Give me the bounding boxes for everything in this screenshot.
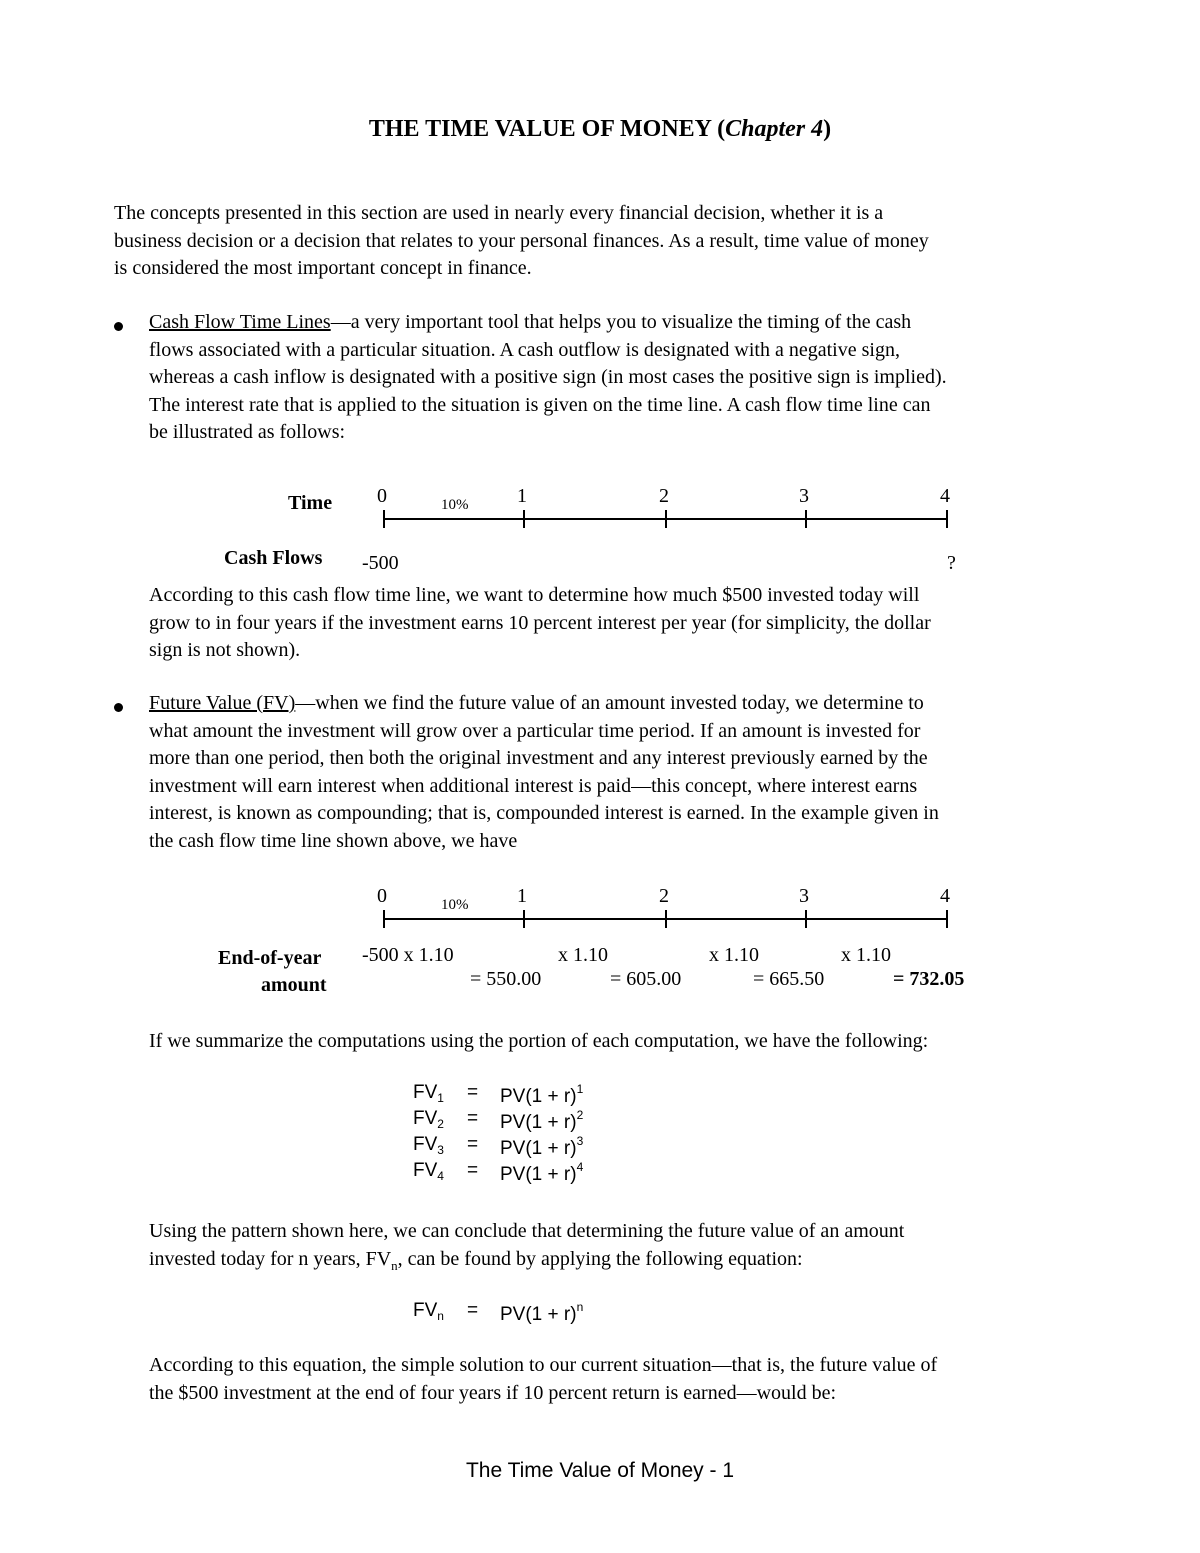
equation-subscript: n: [437, 1309, 444, 1323]
timeline-tick: [805, 910, 807, 928]
paragraph-line: According to this cash flow time line, we want to determine how much $500 invested today will: [149, 584, 920, 606]
paragraph-line: Using the pattern shown here, we can conclude that determining the future value of an amount: [149, 1220, 905, 1242]
equation-lhs: FV: [413, 1160, 438, 1181]
equation-exponent: 3: [576, 1134, 584, 1148]
paragraph-line: what amount the investment will grow over a particular time period. If an amount is invested for: [149, 719, 921, 742]
period-label: 3: [799, 485, 809, 507]
multiplier-label: x 1.10: [709, 944, 759, 966]
year-result: = 605.00: [610, 968, 682, 990]
page-footer: The Time Value of Money - 1: [465, 1459, 735, 1482]
bullet-icon: [112, 697, 126, 711]
paragraph-line: According to this equation, the simple solution to our current situation—that is, the future value of: [149, 1354, 938, 1376]
period-label: 0: [377, 885, 387, 907]
title-main: THE TIME VALUE OF MONEY (: [368, 116, 726, 142]
interest-rate-label: 10%: [441, 497, 469, 513]
timeline-tick: [383, 910, 385, 928]
period-label: 2: [659, 485, 669, 507]
equation-exponent: 1: [576, 1082, 584, 1096]
future-value-term: Future Value (FV): [149, 692, 296, 714]
amount-label: amount: [261, 974, 327, 996]
equation-rhs: PV(1 + r): [500, 1086, 577, 1107]
cash-flow-end: ?: [947, 552, 956, 574]
equation-rhs: PV(1 + r): [500, 1112, 577, 1133]
year-result: = 665.50: [753, 968, 825, 990]
multiplier-label: x 1.10: [841, 944, 891, 966]
timeline-tick: [946, 910, 948, 928]
paragraph-line: If we summarize the computations using the portion of each computation, we have the following:: [149, 1030, 929, 1052]
cash-flow-timelines-paragraph: [149, 309, 1109, 447]
equation-lhs: FV: [413, 1134, 438, 1155]
timeline-cash-flows-label: Cash Flows: [224, 547, 323, 569]
paragraph-line: —when we find the future value of an amount invested today, we determine to: [295, 692, 924, 714]
equation-row: [413, 1108, 584, 1133]
equation-lhs: FV: [413, 1082, 438, 1103]
general-equation: [413, 1300, 584, 1325]
equation-subscript: 4: [437, 1169, 444, 1183]
intro-paragraph: [114, 200, 1094, 283]
equation-rhs: PV(1 + r): [500, 1138, 577, 1159]
timeline-tick: [383, 510, 385, 528]
timeline-explanation-paragraph: [149, 582, 1109, 665]
paragraph-line: interest, is known as compounding; that is, compounded interest is earned. In the example given in: [149, 802, 939, 824]
equation-rhs: PV(1 + r): [500, 1164, 577, 1185]
equation-subscript: 1: [437, 1091, 444, 1105]
equation-row: [413, 1082, 584, 1107]
paragraph-line: investment will earn interest when additional interest is paid—this concept, where interest earns: [149, 774, 918, 797]
equals-sign: =: [467, 1082, 479, 1103]
equals-sign: =: [467, 1108, 479, 1129]
cash-flow-timelines-term: Cash Flow Time Lines: [149, 311, 331, 333]
timeline-tick: [805, 510, 807, 528]
pattern-paragraph: [149, 1218, 1109, 1279]
year-result: = 550.00: [470, 968, 542, 990]
paragraph-line: be illustrated as follows:: [149, 421, 346, 443]
interest-rate-label: 10%: [441, 897, 469, 913]
paragraph-line: flows associated with a particular situation. A cash outflow is designated with a negative sign,: [149, 338, 900, 361]
intro-line: The concepts presented in this section are used in nearly every financial decision, whether it is a: [114, 202, 884, 224]
equation-row: [413, 1134, 584, 1159]
equals-sign: =: [467, 1134, 479, 1155]
page-title: [0, 116, 1200, 143]
period-label: 4: [940, 885, 950, 907]
paragraph-line: more than one period, then both the original investment and any interest previously earned by the: [149, 747, 928, 769]
paragraph-line: grow to in four years if the investment earns 10 percent interest per year (for simplicity, the dollar: [149, 611, 931, 634]
paragraph-line: whereas a cash inflow is designated with a positive sign (in most cases the positive sign is implied).: [149, 366, 947, 388]
closing-paragraph: [149, 1352, 1109, 1407]
multiplier-label: -500 x 1.10: [362, 944, 454, 966]
equals-sign: =: [467, 1300, 479, 1321]
period-label: 4: [940, 485, 950, 507]
equation-row: [413, 1160, 584, 1185]
summary-paragraph: [149, 1028, 1109, 1056]
equation-exponent: 4: [576, 1160, 584, 1174]
paragraph-line: —a very important tool that helps you to visualize the timing of the cash: [330, 311, 912, 333]
inline-subscript: n: [391, 1257, 398, 1273]
paragraph-line: invested today for n years, FV: [149, 1247, 392, 1270]
intro-line: business decision or a decision that relates to your personal finances. As a result, time value of money: [114, 229, 929, 252]
title-close: ): [823, 116, 832, 142]
timeline-tick: [946, 510, 948, 528]
equation-lhs: FV: [413, 1300, 438, 1321]
period-label: 3: [799, 885, 809, 907]
timeline-time-label: Time: [288, 492, 333, 514]
equation-lhs: FV: [413, 1108, 438, 1129]
bullet-icon: [112, 316, 126, 330]
equation-exponent: 2: [576, 1108, 584, 1122]
final-result: = 732.05: [893, 968, 965, 990]
equation-exponent: n: [576, 1300, 584, 1314]
timeline-tick: [523, 910, 525, 928]
timeline-tick: [523, 510, 525, 528]
paragraph-line: , can be found by applying the following equation:: [397, 1247, 803, 1270]
period-label: 1: [517, 885, 527, 907]
end-of-year-label: End-of-year: [218, 947, 322, 969]
paragraph-line: sign is not shown).: [149, 639, 301, 661]
future-value-paragraph: [149, 690, 1109, 855]
equation-rhs: PV(1 + r): [500, 1304, 577, 1325]
period-label: 1: [517, 485, 527, 507]
timeline-tick: [665, 910, 667, 928]
title-chapter: Chapter 4: [725, 116, 824, 142]
intro-line: is considered the most important concept in finance.: [114, 257, 532, 279]
period-label: 2: [659, 885, 669, 907]
equation-subscript: 2: [437, 1117, 444, 1131]
multiplier-label: x 1.10: [558, 944, 608, 966]
period-label: 0: [377, 485, 387, 507]
equation-subscript: 3: [437, 1143, 444, 1157]
paragraph-line: the cash flow time line shown above, we have: [149, 829, 518, 852]
timeline-tick: [665, 510, 667, 528]
equals-sign: =: [467, 1160, 479, 1181]
paragraph-line: The interest rate that is applied to the situation is given on the time line. A cash flow time line can: [149, 393, 931, 416]
paragraph-line: the $500 investment at the end of four years if 10 percent return is earned—would be:: [149, 1381, 837, 1404]
cash-flow-start: -500: [362, 552, 399, 574]
